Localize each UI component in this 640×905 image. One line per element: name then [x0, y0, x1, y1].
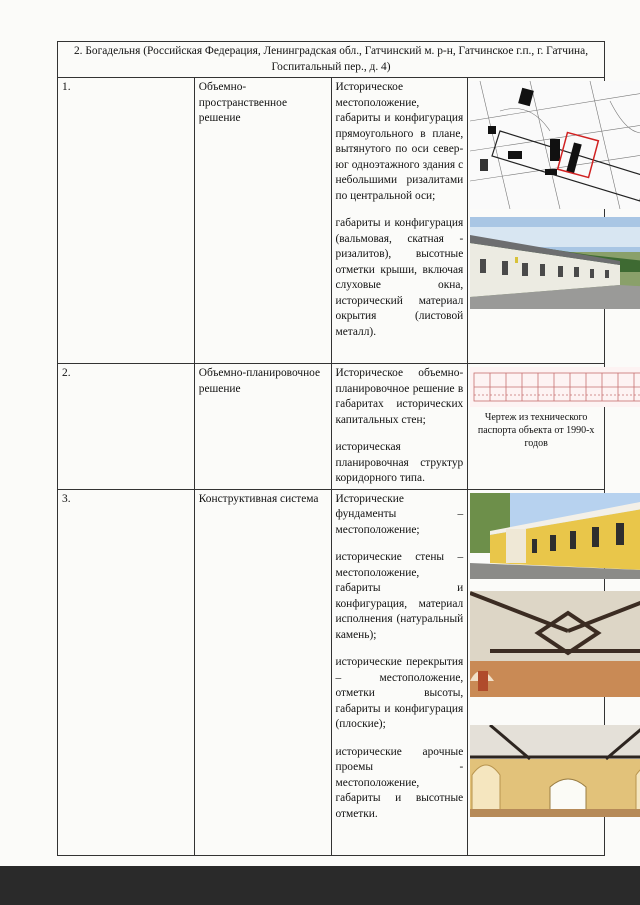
site-plan-image: [470, 81, 640, 209]
exterior-photo: [470, 493, 640, 579]
row-parameter: Объемно-планировочное решение: [194, 364, 331, 490]
scan-edge-bar: [0, 866, 640, 905]
table-row: [58, 78, 605, 364]
row-description: [331, 364, 468, 490]
description-paragraph: исторические стены – местоположение, габариты и конфигурация, материал исполнения (натуральный камень);: [335, 551, 464, 641]
description-paragraph: историческая планировочная структур коридорного типа.: [335, 441, 464, 484]
row-description: [331, 78, 468, 364]
row-description: [331, 489, 468, 855]
heritage-table: [57, 41, 605, 856]
row-images: [468, 489, 605, 855]
row-number: 1.: [58, 78, 195, 364]
table-row: [58, 489, 605, 855]
description-paragraph: исторические перекрытия – местоположение, отметки высоты, габариты и конфигурация (плоские);: [335, 656, 464, 730]
row-images: [468, 364, 605, 490]
description-paragraph: Историческое объемно-планировочное решение в габаритах исторических капитальных стен;: [335, 367, 464, 426]
row-number: 3.: [58, 489, 195, 855]
table-header-row: [58, 42, 605, 78]
description-paragraph: Историческое местоположение, габариты и конфигурация прямоугольного в плане, вытянутого по оси север-юг одноэтажного здания с небольшими ризалитами по центральной оси;: [335, 81, 464, 202]
ceiling-photo: [470, 591, 640, 697]
facade-photo: [470, 217, 640, 309]
image-caption: Чертеж из технического паспорта объекта от 1990-х годов: [477, 412, 595, 449]
floor-plan-image: [470, 367, 640, 407]
interior-arch-photo: [470, 725, 640, 817]
row-parameter: Конструктивная система: [194, 489, 331, 855]
row-images: [468, 78, 605, 364]
table-header: 2. Богадельня (Российская Федерация, Ленинградская обл., Гатчинский м. р-н, Гатчинское г.п., г. Гатчина, Госпитальный пер., д. 4): [58, 42, 605, 78]
row-parameter: Объемно-пространственное решение: [194, 78, 331, 364]
description-paragraph: Исторические фундаменты – местоположение;: [335, 492, 464, 536]
table-row: [58, 364, 605, 490]
description-paragraph: габариты и конфигурация (вальмовая, скатная - ризалитов), высотные отметки крыши, включая слуховые окна, исторический материал окрытия (листовой металл).: [335, 217, 464, 338]
row-number: 2.: [58, 364, 195, 490]
description-paragraph: исторические арочные проемы - местоположение, габариты и высотные отметки.: [335, 745, 464, 820]
